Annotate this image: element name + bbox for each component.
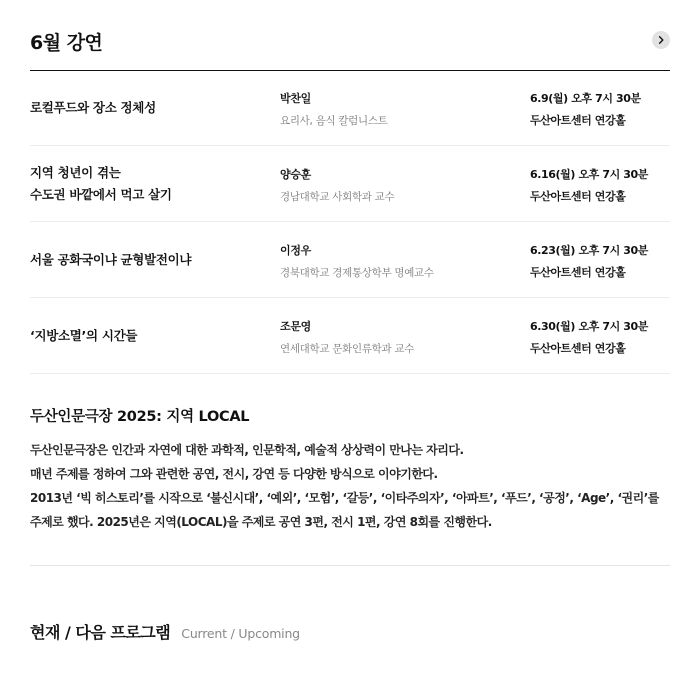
lecture-speaker <box>280 88 520 132</box>
lecture-title-line: ‘지방소멸’의 시간들 <box>30 327 138 343</box>
about-line: 두산인문극장은 인간과 자연에 대한 과학적, 인문학적, 예술적 상상력이 만나는 자리다. <box>30 443 464 457</box>
lecture-list <box>30 70 670 374</box>
lecture-title[interactable] <box>30 222 270 297</box>
about-line: 2013년 ‘빅 히스토리’를 시작으로 ‘불신시대’, ‘예외’, ‘모험’, ‘갈등’, ‘이타주의자’, ‘아파트’, ‘푸드’, ‘공정’, ‘Age’, ‘권리’를 <box>30 491 659 505</box>
lecture-row[interactable] <box>30 70 670 146</box>
lecture-schedule <box>530 240 670 284</box>
speaker-role: 경북대학교 경제통상학부 명예교수 <box>280 267 434 279</box>
lecture-date: 6.9(월) 오후 7시 30분 <box>530 92 641 105</box>
lecture-title[interactable] <box>30 298 270 373</box>
speaker-name: 박찬일 <box>280 92 311 105</box>
section-title: 6월 강연 <box>30 32 103 54</box>
speaker-role: 경남대학교 사회학과 교수 <box>280 191 395 203</box>
lecture-title-line: 로컬푸드와 장소 정체성 <box>30 99 156 115</box>
speaker-name: 양승훈 <box>280 168 311 181</box>
lecture-venue: 두산아트센터 연강홀 <box>530 342 626 355</box>
next-button[interactable] <box>652 31 670 49</box>
lecture-row[interactable] <box>30 222 670 298</box>
programs-title: 현재 / 다음 프로그램 <box>30 623 171 642</box>
about-line: 매년 주제를 정하여 그와 관련한 공연, 전시, 강연 등 다양한 방식으로 이야기한다. <box>30 467 438 481</box>
lecture-schedule <box>530 88 670 132</box>
speaker-name: 이정우 <box>280 244 311 257</box>
speaker-role: 요리사, 음식 칼럼니스트 <box>280 115 388 127</box>
lecture-date: 6.23(월) 오후 7시 30분 <box>530 244 648 257</box>
lecture-speaker <box>280 240 520 284</box>
lecture-schedule <box>530 316 670 360</box>
lecture-title[interactable] <box>30 146 270 221</box>
lecture-title-line: 서울 공화국이냐 균형발전이냐 <box>30 251 192 267</box>
speaker-name: 조문영 <box>280 320 311 333</box>
section-header <box>30 24 670 71</box>
about-title: 두산인문극장 2025: 지역 LOCAL <box>30 409 250 425</box>
lecture-venue: 두산아트센터 연강홀 <box>530 266 626 279</box>
lecture-title-line: 수도권 바깥에서 먹고 살기 <box>30 186 172 202</box>
about-section <box>30 404 670 534</box>
lecture-date: 6.30(월) 오후 7시 30분 <box>530 320 648 333</box>
programs-subtitle: Current / Upcoming <box>181 626 300 641</box>
lecture-title-line: 지역 청년이 겪는 <box>30 164 121 180</box>
lecture-row[interactable] <box>30 146 670 222</box>
about-line: 주제로 했다. 2025년은 지역(LOCAL)을 주제로 공연 3편, 전시 1편, 강연 8회를 진행한다. <box>30 515 492 529</box>
programs-heading <box>30 620 300 643</box>
speaker-role: 연세대학교 문화인류학과 교수 <box>280 343 415 355</box>
lecture-date: 6.16(월) 오후 7시 30분 <box>530 168 648 181</box>
lecture-venue: 두산아트센터 연강홀 <box>530 114 626 127</box>
about-body <box>30 438 670 534</box>
lecture-speaker <box>280 164 520 208</box>
lecture-venue: 두산아트센터 연강홀 <box>530 190 626 203</box>
divider <box>30 565 670 566</box>
lecture-schedule <box>530 164 670 208</box>
lecture-row[interactable] <box>30 298 670 374</box>
lecture-title[interactable] <box>30 70 270 145</box>
lecture-speaker <box>280 316 520 360</box>
chevron-right-icon <box>656 35 666 45</box>
